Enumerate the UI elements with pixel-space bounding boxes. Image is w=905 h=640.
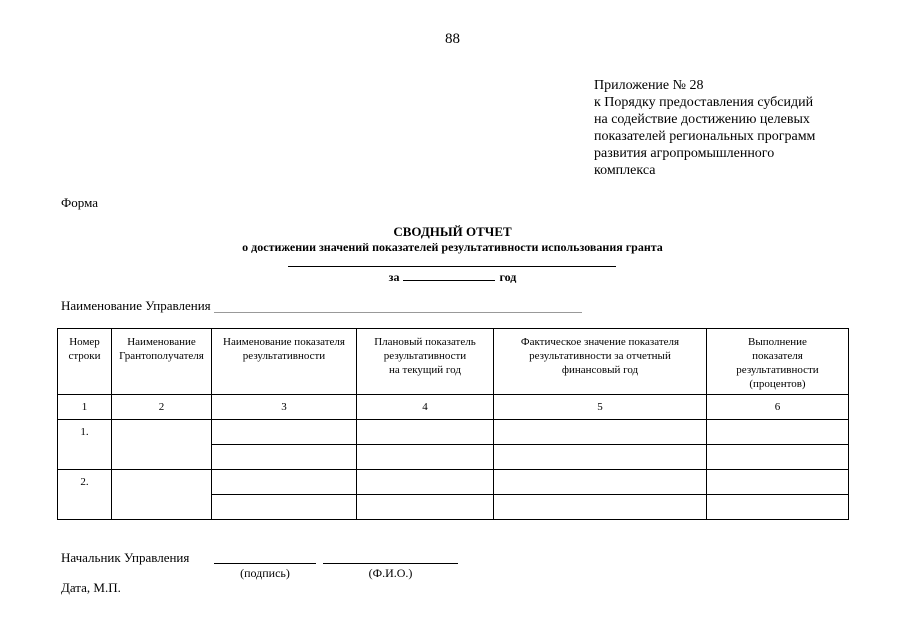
- signature-line: [214, 563, 316, 564]
- header-cell: Плановый показатель результативности на текущий год: [357, 329, 494, 395]
- appendix-line: комплекса: [594, 163, 656, 178]
- report-table: [57, 328, 849, 520]
- table-cell: [357, 445, 494, 470]
- appendix-block: [594, 77, 815, 179]
- report-period: [0, 270, 905, 285]
- name-caption: (Ф.И.О.): [368, 566, 413, 580]
- year-suffix: год: [499, 270, 517, 284]
- table-cell: [494, 445, 707, 470]
- header-cell: Наименование Грантополучателя: [112, 329, 212, 395]
- column-number-row: [58, 395, 849, 420]
- appendix-line: показателей региональных программ: [594, 129, 816, 144]
- column-number: 5: [494, 395, 707, 420]
- column-number: 4: [357, 395, 494, 420]
- header-cell: Наименование показателя результативности: [212, 329, 357, 395]
- blank-underline: [288, 266, 616, 267]
- row-number: 2.: [58, 470, 112, 520]
- table-cell: [212, 420, 357, 445]
- date-label: Дата, М.П.: [61, 580, 121, 595]
- report-title: СВОДНЫЙ ОТЧЕТ: [393, 224, 512, 239]
- table-cell: [494, 420, 707, 445]
- table-row: [58, 470, 849, 495]
- table-cell: [707, 470, 849, 495]
- appendix-line: на содействие достижению целевых: [594, 112, 810, 127]
- department-fill-line: [214, 312, 582, 313]
- column-number: 6: [707, 395, 849, 420]
- table-header-row: [58, 329, 849, 395]
- table-cell: [212, 495, 357, 520]
- table-cell: [494, 495, 707, 520]
- table-cell: [707, 495, 849, 520]
- appendix-line: развития агропромышленного: [594, 146, 775, 161]
- column-number: 1: [58, 395, 112, 420]
- header-cell: Выполнение показателя результативности (процентов): [707, 329, 849, 395]
- table-cell: [112, 470, 212, 520]
- header-cell: Фактическое значение показателя результативности за отчетный финансовый год: [494, 329, 707, 395]
- year-prefix: за: [388, 270, 400, 284]
- table-cell: [212, 445, 357, 470]
- header-cell: Номер строки: [58, 329, 112, 395]
- year-blank: [403, 270, 495, 281]
- form-label: Форма: [61, 195, 98, 210]
- column-number: 3: [212, 395, 357, 420]
- column-number: 2: [112, 395, 212, 420]
- signature-label: Начальник Управления: [61, 550, 190, 565]
- appendix-line: к Порядку предоставления субсидий: [594, 95, 814, 110]
- signature-caption: (подпись): [240, 566, 290, 580]
- appendix-line: Приложение № 28: [594, 78, 704, 93]
- department-label: Наименование Управления: [61, 298, 211, 313]
- table-cell: [357, 470, 494, 495]
- row-number: 1.: [58, 420, 112, 470]
- name-line: [323, 563, 458, 564]
- table-cell: [212, 470, 357, 495]
- table-cell: [707, 420, 849, 445]
- table-cell: [357, 495, 494, 520]
- table-cell: [707, 445, 849, 470]
- table-row: [58, 420, 849, 445]
- report-subtitle: о достижении значений показателей результативности использования гранта: [242, 240, 663, 254]
- table-cell: [494, 470, 707, 495]
- page-number: 88: [445, 31, 460, 47]
- table-cell: [357, 420, 494, 445]
- table-cell: [112, 420, 212, 470]
